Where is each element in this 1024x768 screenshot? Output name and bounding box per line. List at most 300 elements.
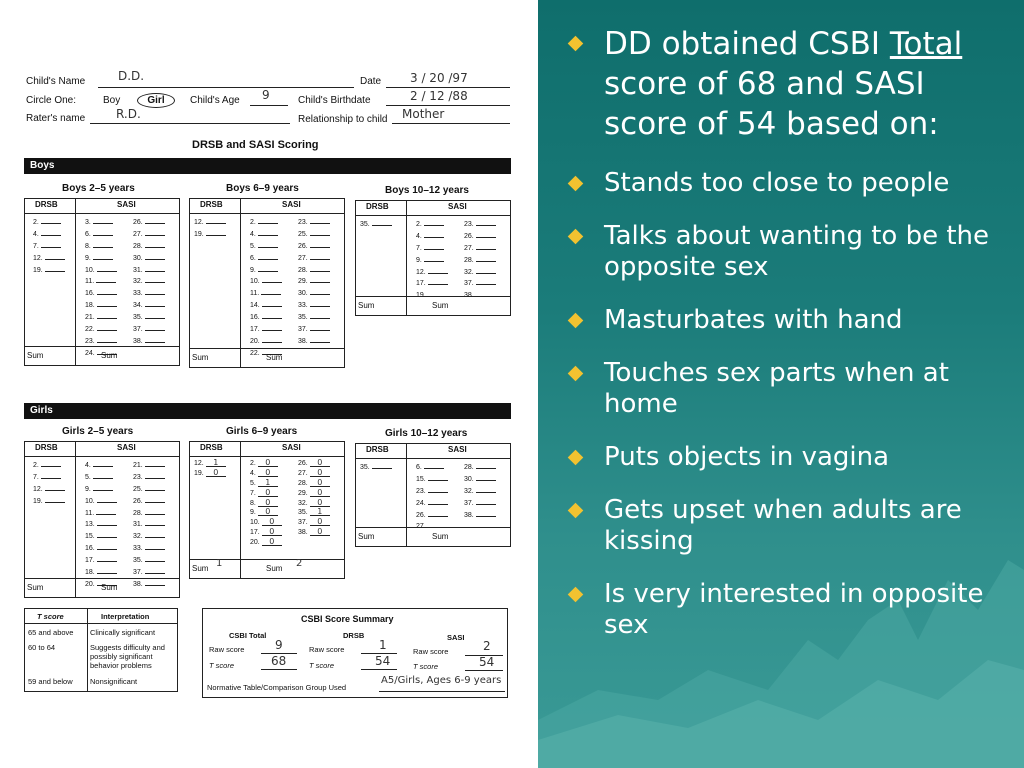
drsb-items	[194, 217, 226, 238]
form-item: 37.	[133, 324, 165, 333]
form-item: 37.	[464, 498, 496, 507]
item-answer	[93, 241, 113, 248]
item-answer	[310, 253, 330, 260]
form-item: 26.	[133, 217, 165, 226]
rater-value: R.D.	[116, 107, 141, 121]
item-answer	[476, 243, 496, 250]
form-item: 19.	[33, 496, 65, 505]
item-answer	[262, 300, 282, 307]
drsb-header: DRSB	[200, 443, 223, 452]
item-answer: 1	[206, 460, 226, 467]
item-answer	[145, 265, 165, 272]
form-item: 32.	[133, 531, 165, 540]
interpretation-table	[24, 608, 178, 692]
girls-10-12-title: Girls 10–12 years	[385, 428, 468, 439]
relationship-value: Mother	[402, 107, 445, 121]
form-item: 17.	[250, 324, 282, 333]
item-answer	[145, 300, 165, 307]
item-answer	[41, 241, 61, 248]
item-answer	[41, 229, 61, 236]
child-name-value: D.D.	[118, 69, 145, 83]
item-answer	[45, 253, 65, 260]
item-answer	[97, 519, 117, 526]
form-item: 15.	[416, 474, 448, 483]
form-item: 22.	[85, 324, 117, 333]
form-item: 19.	[33, 265, 65, 274]
item-answer	[145, 567, 165, 574]
sasi-header: SASI	[282, 443, 301, 452]
girls-10-12-table	[355, 443, 511, 547]
form-item: 28.	[133, 241, 165, 250]
diamond-bullet-icon	[568, 450, 584, 466]
item-answer	[145, 312, 165, 319]
sasi-t-value: 54	[479, 655, 495, 669]
item-answer	[145, 276, 165, 283]
form-item: 16.	[85, 288, 117, 297]
item-answer	[97, 336, 117, 343]
item-answer	[145, 519, 165, 526]
sasi-items-col1	[85, 460, 117, 588]
sasi-raw-value: 2	[483, 639, 491, 653]
item-answer	[262, 276, 282, 283]
item-answer: 0	[262, 519, 282, 526]
normative-label: Normative Table/Comparison Group Used	[207, 683, 347, 692]
item-answer	[258, 241, 278, 248]
form-item: 37.	[464, 278, 496, 287]
item-answer	[93, 460, 113, 467]
drsb-t-value: 54	[375, 654, 391, 668]
date-label: Date	[360, 76, 382, 87]
item-answer: 0	[310, 490, 330, 497]
form-item: 25.	[133, 484, 165, 493]
form-item: 17. 0	[250, 529, 282, 536]
form-item: 38.	[133, 579, 165, 588]
form-item: 10.	[250, 276, 282, 285]
interp-i-0: Clinically significant	[90, 628, 156, 637]
drsb-sum-label: Sum	[358, 301, 375, 310]
form-item: 3.	[85, 217, 117, 226]
item-answer	[310, 288, 330, 295]
item-answer	[97, 496, 117, 503]
form-item: 32.	[464, 486, 496, 495]
item-answer	[97, 567, 117, 574]
form-item: 23.	[85, 336, 117, 345]
birthdate-line	[386, 105, 510, 106]
drsb-sum-label: Sum	[358, 532, 375, 541]
drsb-sum-label: Sum	[192, 353, 209, 362]
item-answer	[145, 460, 165, 467]
sasi-sum-label: Sum	[101, 351, 118, 360]
drsb-sum-value: 1	[216, 558, 223, 569]
item-answer	[206, 217, 226, 224]
bullet-item: Talks about wanting to be the opposite sex	[566, 221, 1016, 283]
form-item: 12. 1	[194, 460, 226, 467]
item-answer	[145, 484, 165, 491]
item-answer	[428, 486, 448, 493]
sasi-header: SASI	[282, 200, 301, 209]
form-item: 30.	[464, 474, 496, 483]
drsb-sum-label: Sum	[192, 564, 209, 573]
form-item: 35.	[298, 312, 330, 321]
item-answer	[41, 460, 61, 467]
form-item: 35. 1	[298, 509, 330, 516]
item-answer	[424, 219, 444, 226]
item-answer	[45, 265, 65, 272]
girls-bar: Girls	[24, 403, 511, 419]
drsb-t-label: T score	[309, 661, 335, 670]
sasi-items-col2	[298, 217, 330, 345]
item-answer	[93, 217, 113, 224]
form-item: 26.	[133, 496, 165, 505]
sasi-items-col2	[298, 460, 330, 536]
item-answer	[258, 265, 278, 272]
item-answer	[258, 229, 278, 236]
diamond-bullet-icon	[568, 366, 584, 382]
form-item: 30.	[133, 253, 165, 262]
item-answer	[428, 474, 448, 481]
drsb-items	[360, 462, 392, 471]
item-answer	[145, 229, 165, 236]
form-item: 37.	[133, 567, 165, 576]
item-answer	[310, 241, 330, 248]
form-item: 11.	[85, 276, 117, 285]
item-answer: 0	[310, 460, 330, 467]
item-answer	[97, 288, 117, 295]
sasi-sum-label: Sum	[101, 583, 118, 592]
form-item: 20.	[250, 336, 282, 345]
date-value: 3 / 20 /97	[410, 71, 468, 85]
scoring-title: DRSB and SASI Scoring	[192, 139, 319, 151]
form-item: 27.	[298, 253, 330, 262]
drsb-header: DRSB	[366, 202, 389, 211]
form-item: 26.	[298, 241, 330, 250]
form-item: 31.	[133, 265, 165, 274]
diamond-bullet-icon	[568, 587, 584, 603]
drsb-raw-label: Raw score	[309, 645, 345, 654]
form-item: 38.	[298, 336, 330, 345]
drsb-label: DRSB	[343, 631, 365, 640]
item-answer	[145, 324, 165, 331]
item-answer	[97, 265, 117, 272]
csbi-t-value: 68	[271, 654, 287, 668]
girls-2-5-table	[24, 441, 180, 598]
form-item: 22.	[250, 348, 282, 357]
form-item: 32. 0	[298, 500, 330, 507]
form-item: 17.	[416, 278, 448, 287]
form-item: 10.	[85, 496, 117, 505]
item-answer: 0	[258, 470, 278, 477]
form-item: 16.	[85, 543, 117, 552]
form-item: 5. 1	[250, 480, 282, 487]
form-item: 18.	[85, 300, 117, 309]
form-item: 9. 0	[250, 509, 282, 516]
rater-line	[90, 123, 290, 124]
item-answer	[262, 336, 282, 343]
form-item: 32.	[464, 267, 496, 276]
item-answer	[145, 288, 165, 295]
relationship-label: Relationship to child	[298, 114, 388, 125]
item-answer	[428, 498, 448, 505]
sasi-label: SASI	[447, 633, 465, 642]
item-answer	[93, 484, 113, 491]
form-item: 7.	[33, 241, 65, 250]
bullet-item: Gets upset when adults are kissing	[566, 495, 1016, 557]
form-item: 33.	[133, 288, 165, 297]
item-answer	[424, 243, 444, 250]
form-item: 8. 0	[250, 500, 282, 507]
form-item: 9.	[85, 484, 117, 493]
boys-2-5-table	[24, 198, 180, 366]
sasi-items-col1	[416, 219, 448, 299]
item-answer	[145, 472, 165, 479]
item-answer	[97, 324, 117, 331]
form-item: 19.	[194, 229, 226, 238]
sasi-header: SASI	[117, 443, 136, 452]
form-item: 35.	[133, 312, 165, 321]
form-item: 4.	[416, 231, 448, 240]
form-item: 25.	[298, 229, 330, 238]
item-answer	[97, 300, 117, 307]
form-item: 12.	[416, 267, 448, 276]
normative-value: A5/Girls, Ages 6-9 years	[381, 675, 502, 686]
drsb-sum-label: Sum	[27, 583, 44, 592]
item-answer	[97, 543, 117, 550]
item-answer	[258, 253, 278, 260]
item-answer	[96, 508, 116, 515]
form-item: 21.	[85, 312, 117, 321]
item-answer: 0	[258, 500, 278, 507]
sasi-items-col1	[416, 462, 448, 530]
form-item: 37. 0	[298, 519, 330, 526]
child-name-label: Child's Name	[26, 76, 86, 87]
item-answer	[428, 510, 448, 517]
item-answer	[145, 555, 165, 562]
item-answer	[45, 484, 65, 491]
form-item: 23.	[416, 486, 448, 495]
form-item: 8.	[85, 241, 117, 250]
form-item: 5.	[85, 472, 117, 481]
bullet-summary: DD obtained CSBI Total score of 68 and SASI score of 54 based on:	[566, 24, 1016, 144]
form-item: 10.	[85, 265, 117, 274]
item-answer	[145, 531, 165, 538]
form-item: 2. 0	[250, 460, 282, 467]
form-item: 7. 0	[250, 490, 282, 497]
form-item: 6.	[250, 253, 282, 262]
sasi-sum-value: 2	[296, 558, 303, 569]
summary-title: CSBI Score Summary	[301, 614, 394, 624]
form-item: 11.	[85, 508, 117, 517]
item-answer: 0	[258, 509, 278, 516]
form-item: 23.	[133, 472, 165, 481]
interp-t-1: 60 to 64	[28, 643, 56, 652]
form-item: 26.	[464, 231, 496, 240]
interp-i-2: Nonsignificant	[90, 677, 138, 686]
form-item: 28.	[464, 255, 496, 264]
sasi-items-col1	[250, 460, 282, 546]
drsb-header: DRSB	[366, 445, 389, 454]
form-item: 35.	[360, 219, 392, 228]
item-answer	[476, 267, 496, 274]
diamond-bullet-icon	[568, 36, 584, 52]
item-answer	[424, 462, 444, 469]
item-answer	[261, 288, 281, 295]
item-answer	[145, 253, 165, 260]
form-item: 4.	[250, 229, 282, 238]
boys-bar: Boys	[24, 158, 511, 174]
sasi-items-col1	[250, 217, 282, 357]
item-answer	[145, 336, 165, 343]
form-item: 17.	[85, 555, 117, 564]
age-line	[250, 105, 288, 106]
sasi-raw-label: Raw score	[413, 647, 449, 656]
form-item: 9.	[250, 265, 282, 274]
drsb-items	[33, 460, 65, 505]
drsb-header: DRSB	[35, 200, 58, 209]
drsb-header: DRSB	[35, 443, 58, 452]
sasi-items-col2	[464, 462, 496, 519]
form-item: 27.	[133, 229, 165, 238]
form-item: 4.	[85, 460, 117, 469]
form-item: 18.	[85, 567, 117, 576]
form-item: 11.	[250, 288, 282, 297]
item-answer: 0	[310, 480, 330, 487]
drsb-items	[360, 219, 392, 228]
item-answer	[372, 462, 392, 469]
item-answer	[310, 265, 330, 272]
item-answer	[476, 231, 496, 238]
item-answer	[145, 508, 165, 515]
form-item: 13.	[85, 519, 117, 528]
form-item: 28.	[133, 508, 165, 517]
form-item: 31.	[133, 519, 165, 528]
form-item: 35.	[360, 462, 392, 471]
sasi-items-col2	[464, 219, 496, 299]
form-item: 9.	[416, 255, 448, 264]
form-item: 29.	[298, 276, 330, 285]
item-answer	[476, 474, 496, 481]
form-item: 27.	[416, 521, 448, 530]
form-item: 15.	[85, 531, 117, 540]
item-answer: 0	[206, 470, 226, 477]
drsb-raw-value: 1	[379, 638, 387, 652]
girls-6-9-title: Girls 6–9 years	[226, 426, 298, 437]
bullet-item: Is very interested in opposite sex	[566, 579, 1016, 641]
item-answer	[145, 217, 165, 224]
form-item: 38.	[464, 290, 496, 299]
form-item: 10. 0	[250, 519, 282, 526]
child-name-line	[98, 87, 354, 88]
item-answer: 0	[258, 460, 278, 467]
form-item: 26. 0	[298, 460, 330, 467]
form-item: 35.	[133, 555, 165, 564]
form-item: 7.	[33, 472, 65, 481]
form-item: 16.	[250, 312, 282, 321]
item-answer	[424, 231, 444, 238]
item-answer	[206, 229, 226, 236]
item-answer: 0	[310, 470, 330, 477]
form-item: 28.	[298, 265, 330, 274]
form-item: 4. 0	[250, 470, 282, 477]
item-answer	[372, 219, 392, 226]
item-answer	[310, 336, 330, 343]
birthdate-label: Child's Birthdate	[298, 95, 371, 106]
drsb-items	[194, 460, 226, 477]
item-answer	[145, 543, 165, 550]
sasi-items-col1	[85, 217, 117, 357]
item-answer	[310, 300, 330, 307]
girls-2-5-title: Girls 2–5 years	[62, 426, 134, 437]
birthdate-value: 2 / 12 /88	[410, 89, 468, 103]
form-item: 38.	[133, 336, 165, 345]
item-answer: 0	[310, 519, 330, 526]
form-item: 26.	[416, 510, 448, 519]
item-answer	[97, 312, 117, 319]
item-answer: 0	[262, 529, 282, 536]
age-value: 9	[262, 88, 270, 102]
boy-option: Boy	[103, 95, 121, 106]
item-answer	[476, 255, 496, 262]
form-item: 14.	[250, 300, 282, 309]
diamond-bullet-icon	[568, 176, 584, 192]
form-item: 30.	[298, 288, 330, 297]
form-item: 9.	[85, 253, 117, 262]
form-item: 33.	[298, 300, 330, 309]
sasi-items-col2	[133, 460, 165, 588]
form-item: 34.	[133, 300, 165, 309]
diamond-bullet-icon	[568, 313, 584, 329]
item-answer	[310, 276, 330, 283]
circle-one-label: Circle One:	[26, 95, 77, 106]
form-item: 2.	[33, 460, 65, 469]
boys-6-9-title: Boys 6–9 years	[226, 183, 299, 194]
boys-10-12-title: Boys 10–12 years	[385, 185, 469, 196]
boys-6-9-table	[189, 198, 345, 368]
item-answer	[93, 472, 113, 479]
form-item: 32.	[133, 276, 165, 285]
form-item: 5.	[250, 241, 282, 250]
item-answer	[97, 531, 117, 538]
sasi-header: SASI	[448, 445, 467, 454]
relationship-line	[392, 123, 510, 124]
t-score-header: T score	[37, 612, 64, 621]
bullet-item: Puts objects in vagina	[566, 442, 1016, 473]
interp-i-1: Suggests difficulty and possibly significant behavior problems	[90, 643, 165, 670]
form-item: 2.	[416, 219, 448, 228]
form-item: 12.	[194, 217, 226, 226]
diamond-bullet-icon	[568, 503, 584, 519]
item-answer: 0	[310, 500, 330, 507]
item-answer	[41, 472, 61, 479]
underlined-total: Total	[889, 26, 963, 62]
item-answer	[93, 229, 113, 236]
interp-t-0: 65 and above	[28, 628, 74, 637]
item-answer	[41, 217, 61, 224]
sasi-t-label: T score	[413, 662, 439, 671]
form-item: 38.	[464, 510, 496, 519]
csbi-score-summary	[202, 608, 508, 698]
item-answer	[428, 267, 448, 274]
form-item: 7.	[416, 243, 448, 252]
item-answer	[97, 555, 117, 562]
item-answer	[310, 217, 330, 224]
form-item: 28.	[464, 462, 496, 471]
item-answer	[262, 324, 282, 331]
item-answer: 0	[310, 529, 330, 536]
form-item: 33.	[133, 543, 165, 552]
form-item: 6.	[85, 229, 117, 238]
item-answer	[145, 241, 165, 248]
csbi-raw-label: Raw score	[209, 645, 245, 654]
